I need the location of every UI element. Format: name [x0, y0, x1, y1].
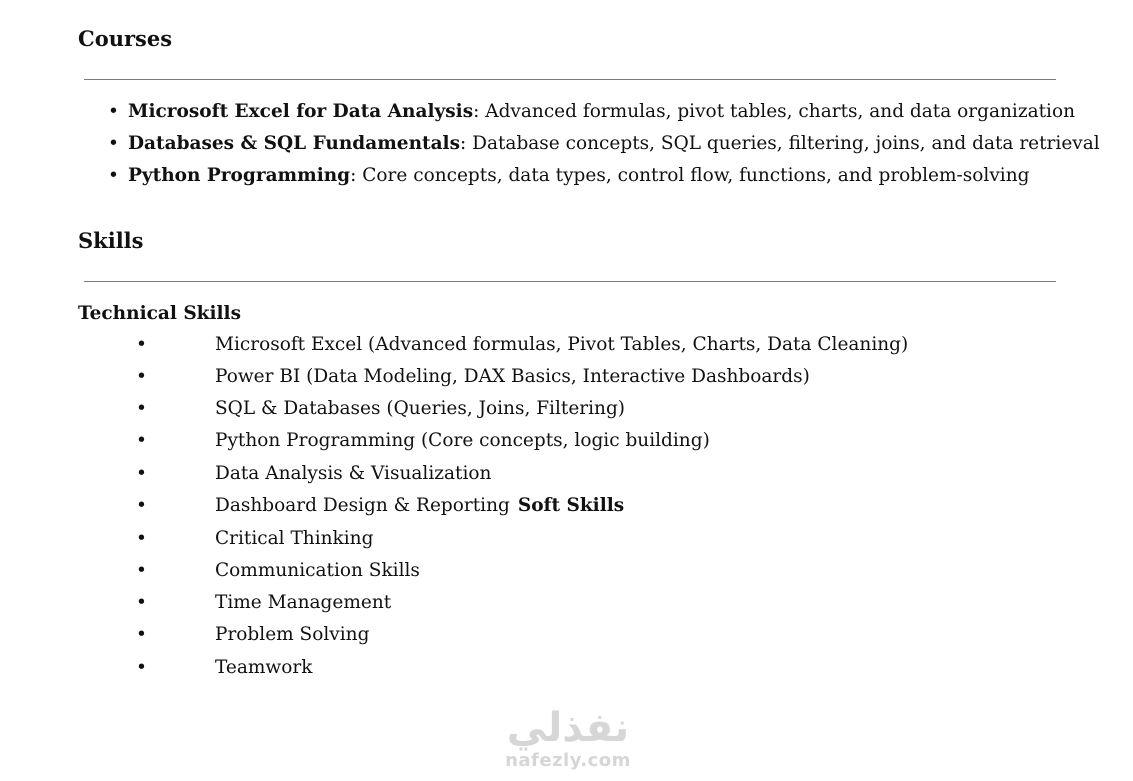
bullet: •: [136, 528, 147, 549]
watermark-url: nafezly.com: [505, 750, 631, 771]
course-description: : Core concepts, data types, control flow, functions, and problem-solving: [350, 165, 1030, 186]
bullet: •: [136, 334, 147, 355]
skill-text: SQL & Databases (Queries, Joins, Filtering): [215, 398, 626, 419]
skill-text-with-inline-heading: [215, 497, 624, 516]
courses-divider: [84, 79, 1056, 80]
bullet: •: [136, 463, 147, 484]
course-item: [108, 167, 1029, 186]
skill-text: Dashboard Design & Reporting: [215, 495, 510, 516]
bullet: •: [136, 560, 147, 581]
skills-divider: [84, 281, 1056, 282]
skill-text: Microsoft Excel (Advanced formulas, Pivot Tables, Charts, Data Cleaning): [215, 334, 909, 355]
bullet: •: [136, 495, 147, 516]
watermark-logo: نفذلي: [506, 705, 630, 751]
bullet: •: [136, 366, 147, 387]
course-title: Databases & SQL Fundamentals: [128, 133, 460, 154]
bullet: •: [108, 165, 119, 186]
course-description: : Database concepts, SQL queries, filtering, joins, and data retrieval: [460, 133, 1100, 154]
course-title: Microsoft Excel for Data Analysis: [128, 101, 474, 122]
courses-heading: Courses: [78, 26, 173, 51]
skill-text: Time Management: [215, 592, 392, 613]
bullet: •: [108, 101, 119, 122]
bullet: •: [136, 624, 147, 645]
watermark: [498, 705, 638, 771]
bullet: •: [136, 430, 147, 451]
skill-text: Problem Solving: [215, 624, 370, 645]
bullet: •: [136, 657, 147, 678]
skill-text: Communication Skills: [215, 560, 420, 581]
course-title: Python Programming: [128, 165, 351, 186]
course-item: [108, 135, 1100, 154]
skill-text: Python Programming (Core concepts, logic building): [215, 430, 710, 451]
soft-skills-heading: Soft Skills: [517, 495, 625, 516]
skill-text: Data Analysis & Visualization: [215, 463, 492, 484]
course-item: [108, 103, 1075, 122]
skill-text: Power BI (Data Modeling, DAX Basics, Interactive Dashboards): [215, 366, 810, 387]
course-description: : Advanced formulas, pivot tables, charts, and data organization: [473, 101, 1076, 122]
technical-skills-heading: Technical Skills: [78, 303, 242, 324]
bullet: •: [108, 133, 119, 154]
skill-text: Critical Thinking: [215, 528, 374, 549]
bullet: •: [136, 592, 147, 613]
bullet: •: [136, 398, 147, 419]
skill-text: Teamwork: [215, 657, 313, 678]
skills-heading: Skills: [78, 228, 144, 253]
